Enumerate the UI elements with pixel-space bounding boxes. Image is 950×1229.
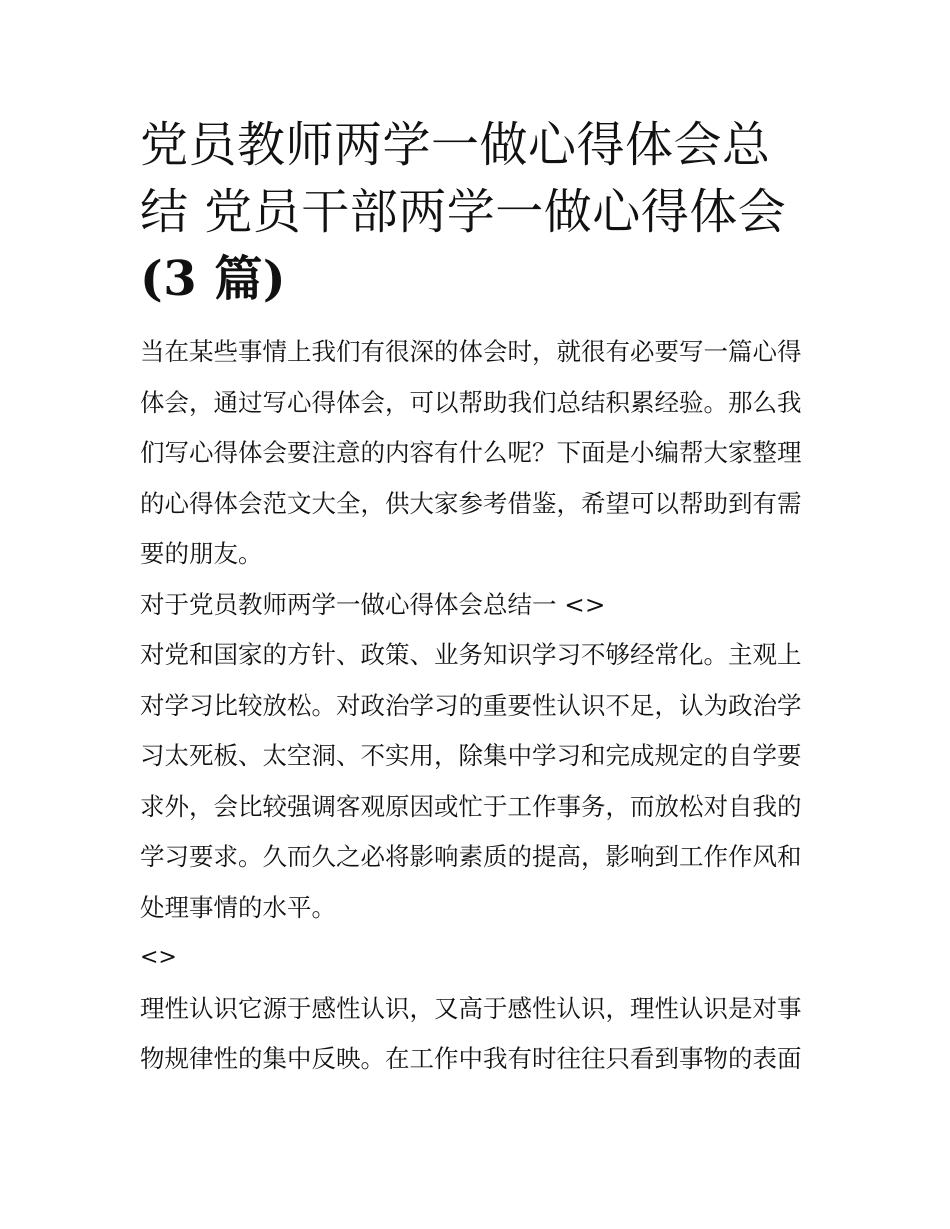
separator-marker: <> <box>140 945 177 970</box>
document-page <box>140 112 812 1085</box>
section-heading: 对于党员教师两学一做心得体会总结一 <> <box>140 589 606 619</box>
intro-paragraph: 当在某些事情上我们有很深的体会时，就很有必要写一篇心得体会，通过写心得体会，可以帮助我们总结积累经验。那么我们写心得体会要注意的内容有什么呢？下面是小编帮大家整理的心得体会范文大全，供大家参考借鉴，希望可以帮助到有需要的朋友。 <box>140 337 802 568</box>
title-line-2: 结 党员干部两学一做心得体会 <box>140 184 787 240</box>
document-title <box>140 112 812 313</box>
body-paragraph: 理性认识它源于感性认识，又高于感性认识，理性认识是对事物规律性的集中反映。在工作中我有时往往只看到事物的表面 <box>140 993 802 1073</box>
title-line-1: 党员教师两学一做心得体会总 <box>140 117 771 173</box>
title-line-3: (3 篇) <box>140 251 287 307</box>
body-paragraph: 对党和国家的方针、政策、业务知识学习不够经常化。主观上对学习比较放松。对政治学习的重要性认识不足，认为政治学习太死板、太空洞、不实用，除集中学习和完成规定的自学要求外，会比较强调客观原因或忙于工作事务，而放松对自我的学习要求。久而久之必将影响素质的提高，影响到工作作风和处理事情的水平。 <box>140 640 802 922</box>
